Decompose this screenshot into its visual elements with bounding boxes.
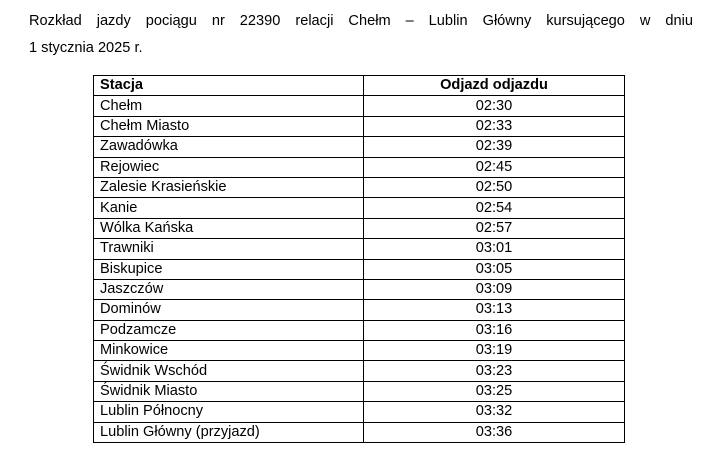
intro-line-1: Rozkład jazdy pociągu nr 22390 relacji Chełm – Lublin Główny kursującego w dniu	[29, 13, 693, 29]
table-row	[94, 259, 625, 279]
intro-line-2: 1 stycznia 2025 r.	[29, 40, 143, 56]
time-cell: 02:50	[364, 177, 625, 197]
table-row	[94, 218, 625, 238]
time-cell: 02:33	[364, 116, 625, 136]
time-cell: 03:23	[364, 361, 625, 381]
table-row	[94, 381, 625, 401]
time-cell: 03:01	[364, 239, 625, 259]
station-cell: Kanie	[94, 198, 364, 218]
table-row	[94, 177, 625, 197]
station-cell: Biskupice	[94, 259, 364, 279]
table-row	[94, 96, 625, 116]
table-row	[94, 157, 625, 177]
time-cell: 03:05	[364, 259, 625, 279]
time-cell: 03:16	[364, 320, 625, 340]
header-station: Stacja	[94, 76, 364, 96]
table-row	[94, 320, 625, 340]
station-cell: Chełm	[94, 96, 364, 116]
table-row	[94, 422, 625, 442]
time-cell: 03:25	[364, 381, 625, 401]
table-row	[94, 116, 625, 136]
document-intro	[29, 8, 693, 62]
table-row	[94, 279, 625, 299]
header-departure: Odjazd odjazdu	[364, 76, 625, 96]
table-row	[94, 198, 625, 218]
time-cell: 03:09	[364, 279, 625, 299]
table-row	[94, 239, 625, 259]
station-cell: Minkowice	[94, 341, 364, 361]
station-cell: Świdnik Wschód	[94, 361, 364, 381]
station-cell: Rejowiec	[94, 157, 364, 177]
station-cell: Wólka Kańska	[94, 218, 364, 238]
table-row	[94, 402, 625, 422]
time-cell: 02:30	[364, 96, 625, 116]
station-cell: Zalesie Krasieńskie	[94, 177, 364, 197]
station-cell: Trawniki	[94, 239, 364, 259]
time-cell: 02:39	[364, 137, 625, 157]
time-cell: 03:32	[364, 402, 625, 422]
table-row	[94, 137, 625, 157]
timetable	[93, 75, 625, 443]
station-cell: Świdnik Miasto	[94, 381, 364, 401]
time-cell: 02:54	[364, 198, 625, 218]
station-cell: Podzamcze	[94, 320, 364, 340]
station-cell: Chełm Miasto	[94, 116, 364, 136]
time-cell: 03:36	[364, 422, 625, 442]
table-header-row	[94, 76, 625, 96]
station-cell: Dominów	[94, 300, 364, 320]
table-row	[94, 361, 625, 381]
table-row	[94, 300, 625, 320]
table-row	[94, 341, 625, 361]
station-cell: Jaszczów	[94, 279, 364, 299]
time-cell: 03:19	[364, 341, 625, 361]
time-cell: 03:13	[364, 300, 625, 320]
station-cell: Zawadówka	[94, 137, 364, 157]
time-cell: 02:57	[364, 218, 625, 238]
station-cell: Lublin Północny	[94, 402, 364, 422]
station-cell: Lublin Główny (przyjazd)	[94, 422, 364, 442]
time-cell: 02:45	[364, 157, 625, 177]
